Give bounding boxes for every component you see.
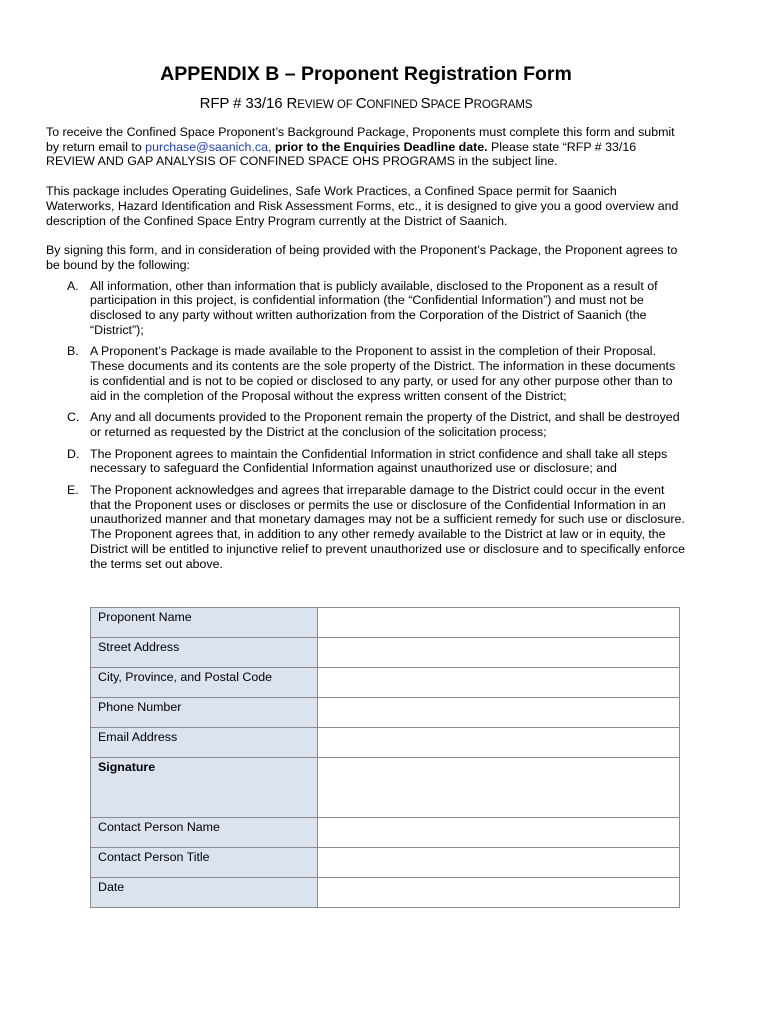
rfp-subtitle: [46, 94, 686, 115]
subject-line-text: Please state “RFP # 33/16 REVIEW AND GAP ANALYSIS OF CONFINED SPACE OHS PROGRAMS in the subject line.: [46, 139, 637, 169]
table-row: [91, 818, 680, 848]
term-text: Any and all documents provided to the Proponent remain the property of the District, and shall be destroyed or returned as requested by the District at the conclusion of the solicitation process;: [90, 410, 680, 439]
contact-person-name-field[interactable]: [318, 818, 680, 848]
field-label: Contact Person Title: [91, 848, 318, 878]
list-marker: A.: [67, 278, 79, 293]
list-item: [46, 483, 686, 571]
subtitle-rest: ONFINED: [366, 99, 421, 111]
table-row: [91, 668, 680, 698]
list-marker: E.: [67, 483, 79, 498]
list-marker: B.: [67, 344, 79, 359]
subtitle-rest: EVIEW OF: [297, 99, 356, 111]
email-link[interactable]: purchase@saanich.ca,: [145, 139, 272, 154]
field-label: Street Address: [91, 638, 318, 668]
street-address-field[interactable]: [318, 638, 680, 668]
list-item: [46, 279, 686, 338]
registration-form-table: [90, 607, 680, 908]
package-paragraph: This package includes Operating Guidelines, Safe Work Practices, a Confined Space permit for Saanich Waterworks, Hazard Identification and Risk Assessment Forms, etc., it is designed to give you a good overview and description of the Confined Space Entry Program currently at the District of Saanich.: [46, 184, 679, 228]
subtitle-rest: PACE: [430, 99, 464, 111]
email-address-field[interactable]: [318, 728, 680, 758]
intro-text: To receive the Confined Space Proponent’s Background Package, Proponents must complete this form and submit by return email to: [46, 125, 675, 154]
table-row: [91, 728, 680, 758]
signature-field[interactable]: [318, 758, 680, 818]
intro-paragraph: [46, 125, 686, 169]
page-title: APPENDIX B – Proponent Registration Form: [160, 63, 572, 85]
date-field[interactable]: [318, 878, 680, 908]
document-page: [46, 62, 686, 578]
list-item: [46, 410, 686, 439]
table-row: [91, 608, 680, 638]
field-label: Signature: [91, 758, 318, 818]
term-text: The Proponent agrees to maintain the Confidential Information in strict confidence and shall take all steps necessary to safeguard the Confidential Information against unauthorized use or disclosure; and: [90, 446, 668, 476]
field-label: Proponent Name: [91, 608, 318, 638]
list-marker: D.: [67, 446, 80, 461]
agreement-paragraph: By signing this form, and in consideration of being provided with the Proponent’s Package, the Proponent agrees to be bound by the following:: [46, 243, 678, 272]
table-row: [91, 638, 680, 668]
field-label: Contact Person Name: [91, 818, 318, 848]
field-label: Date: [91, 878, 318, 908]
proponent-name-field[interactable]: [318, 608, 680, 638]
table-row: [91, 758, 680, 818]
terms-list: [46, 279, 686, 572]
table-row: [91, 698, 680, 728]
subtitle-cap: C: [355, 95, 367, 112]
subtitle-cap: P: [463, 95, 474, 112]
table-row: [91, 878, 680, 908]
field-label: City, Province, and Postal Code: [91, 668, 318, 698]
subtitle-prefix: RFP # 33/16: [199, 95, 287, 112]
city-province-postal-field[interactable]: [318, 668, 680, 698]
field-label: Phone Number: [91, 698, 318, 728]
contact-person-title-field[interactable]: [318, 848, 680, 878]
term-text: A Proponent’s Package is made available to the Proponent to assist in the completion of their Proposal. These documents and its contents are the sole property of the District. The information in these documents is confidential and is not to be copied or disclosed to any party, or used for any other purpose other than to aid in the completion of the Proposal without the express written consent of the District;: [90, 344, 676, 403]
field-label: Email Address: [91, 728, 318, 758]
list-item: [46, 447, 686, 476]
deadline-text: prior to the Enquiries Deadline date.: [271, 139, 488, 154]
list-item: [46, 344, 686, 403]
term-text: The Proponent acknowledges and agrees that irreparable damage to the District could occur in the event that the Proponent uses or discloses or permits the use or disclosure of the Confidential Information in an unauthorized manner and that monetary damages may not be a sufficient remedy for such use or disclosure. The Proponent agrees that, in addition to any other remedy available to the District at law or in equity, the District will be entitled to injunctive relief to prevent unauthorized use or disclosure and to specifically enforce the terms set out above.: [90, 483, 686, 571]
subtitle-rest: ROGRAMS: [473, 99, 533, 111]
term-text: All information, other than information that is publicly available, disclosed to the Proponent as a result of participation in this project, is confidential information (the “Confidential Information”) and must not be disclosed to any party without written authorization from the Corporation of the District of Saanich (the “District”);: [90, 278, 658, 337]
subtitle-cap: S: [420, 95, 431, 112]
subtitle-cap: R: [286, 95, 298, 112]
phone-number-field[interactable]: [318, 698, 680, 728]
table-row: [91, 848, 680, 878]
list-marker: C.: [67, 410, 80, 425]
